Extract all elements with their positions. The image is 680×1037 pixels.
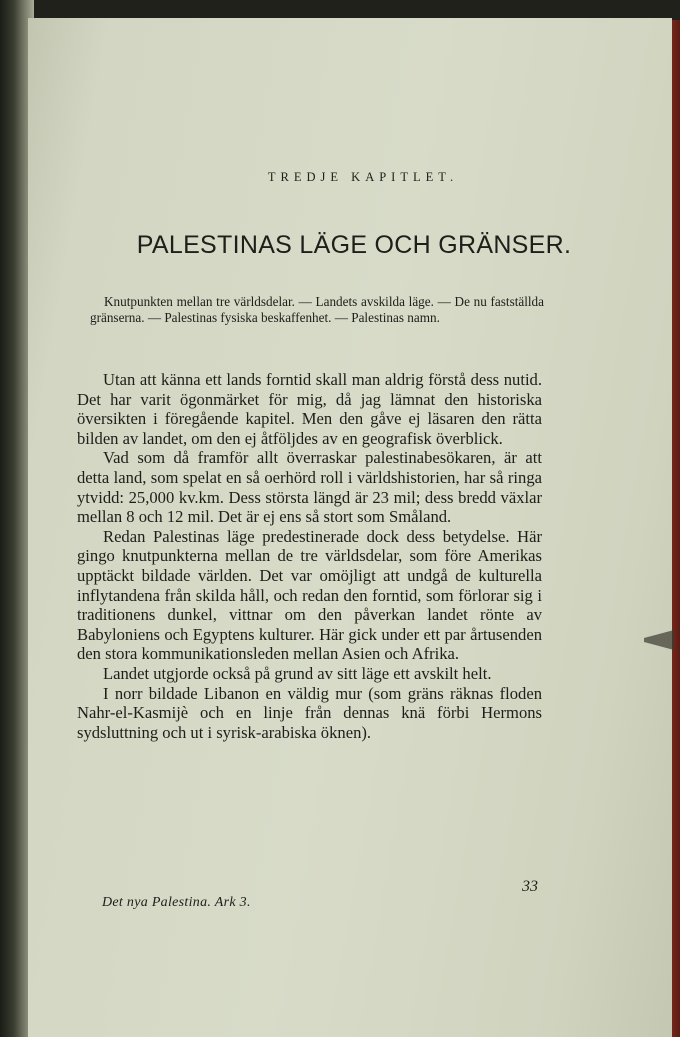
signature-mark: Det nya Palestina. Ark 3. <box>102 895 251 910</box>
body-text <box>77 370 542 742</box>
chapter-title: PALESTINAS LÄGE OCH GRÄNSER. <box>136 231 572 259</box>
book-page <box>28 18 672 1037</box>
paragraph: Vad som då framför allt överraskar palestinabesökaren, är att detta land, som spelat en så oerhörd roll i världshistorien, har så ringa ytvidd: 25,000 kv.km. Dess största längd är 23 mil; dess bredd växlar mellan 8 och 12 mil. Det är ej ens så stort som Småland. <box>77 448 542 527</box>
paragraph: Redan Palestinas läge predestinerade dock dess betydelse. Här gingo knutpunkterna mellan de tre världsdelar, som före Amerikas upptäckt bildade världen. Det var omöjligt att undgå de kulturella inflytandena från skilda håll, och redan den forntid, som förlorar sig i traditionens dunkel, vittnar om den påverkan landet rönte av Babyloniens och Egyptens kulturer. Här gick under ett par årtusenden den stora kommunikationsleden mellan Asien och Afrika. <box>77 526 542 664</box>
chapter-label: TREDJE KAPITLET. <box>267 170 459 184</box>
chapter-summary <box>90 294 544 325</box>
bookmark-tab <box>644 630 674 650</box>
paragraph: Utan att känna ett lands forntid skall man aldrig förstå dess nutid. Det har varit ögonmärket för mig, då jag lämnat den historiska översikten i föregående kapitel. Men den gåve ej läsaren den rätta bilden av landet, om den ej åtföljdes av en geografisk överblick. <box>77 370 542 448</box>
page-number: 33 <box>522 878 538 895</box>
paragraph: I norr bildade Libanon en väldig mur (som gräns räknas floden Nahr-el-Kasmijè och en linje från dennas knä förbi Hermons sydsluttning och ut i syrisk-arabiska öknen). <box>77 683 542 742</box>
summary-text: Knutpunkten mellan tre världsdelar. — Landets avskilda läge. — De nu fastställda gränserna. — Palestinas fysiska beskaffenhet. — Palestinas namn. <box>90 294 544 325</box>
paragraph: Landet utgjorde också på grund av sitt läge ett avskilt helt. <box>103 663 492 683</box>
